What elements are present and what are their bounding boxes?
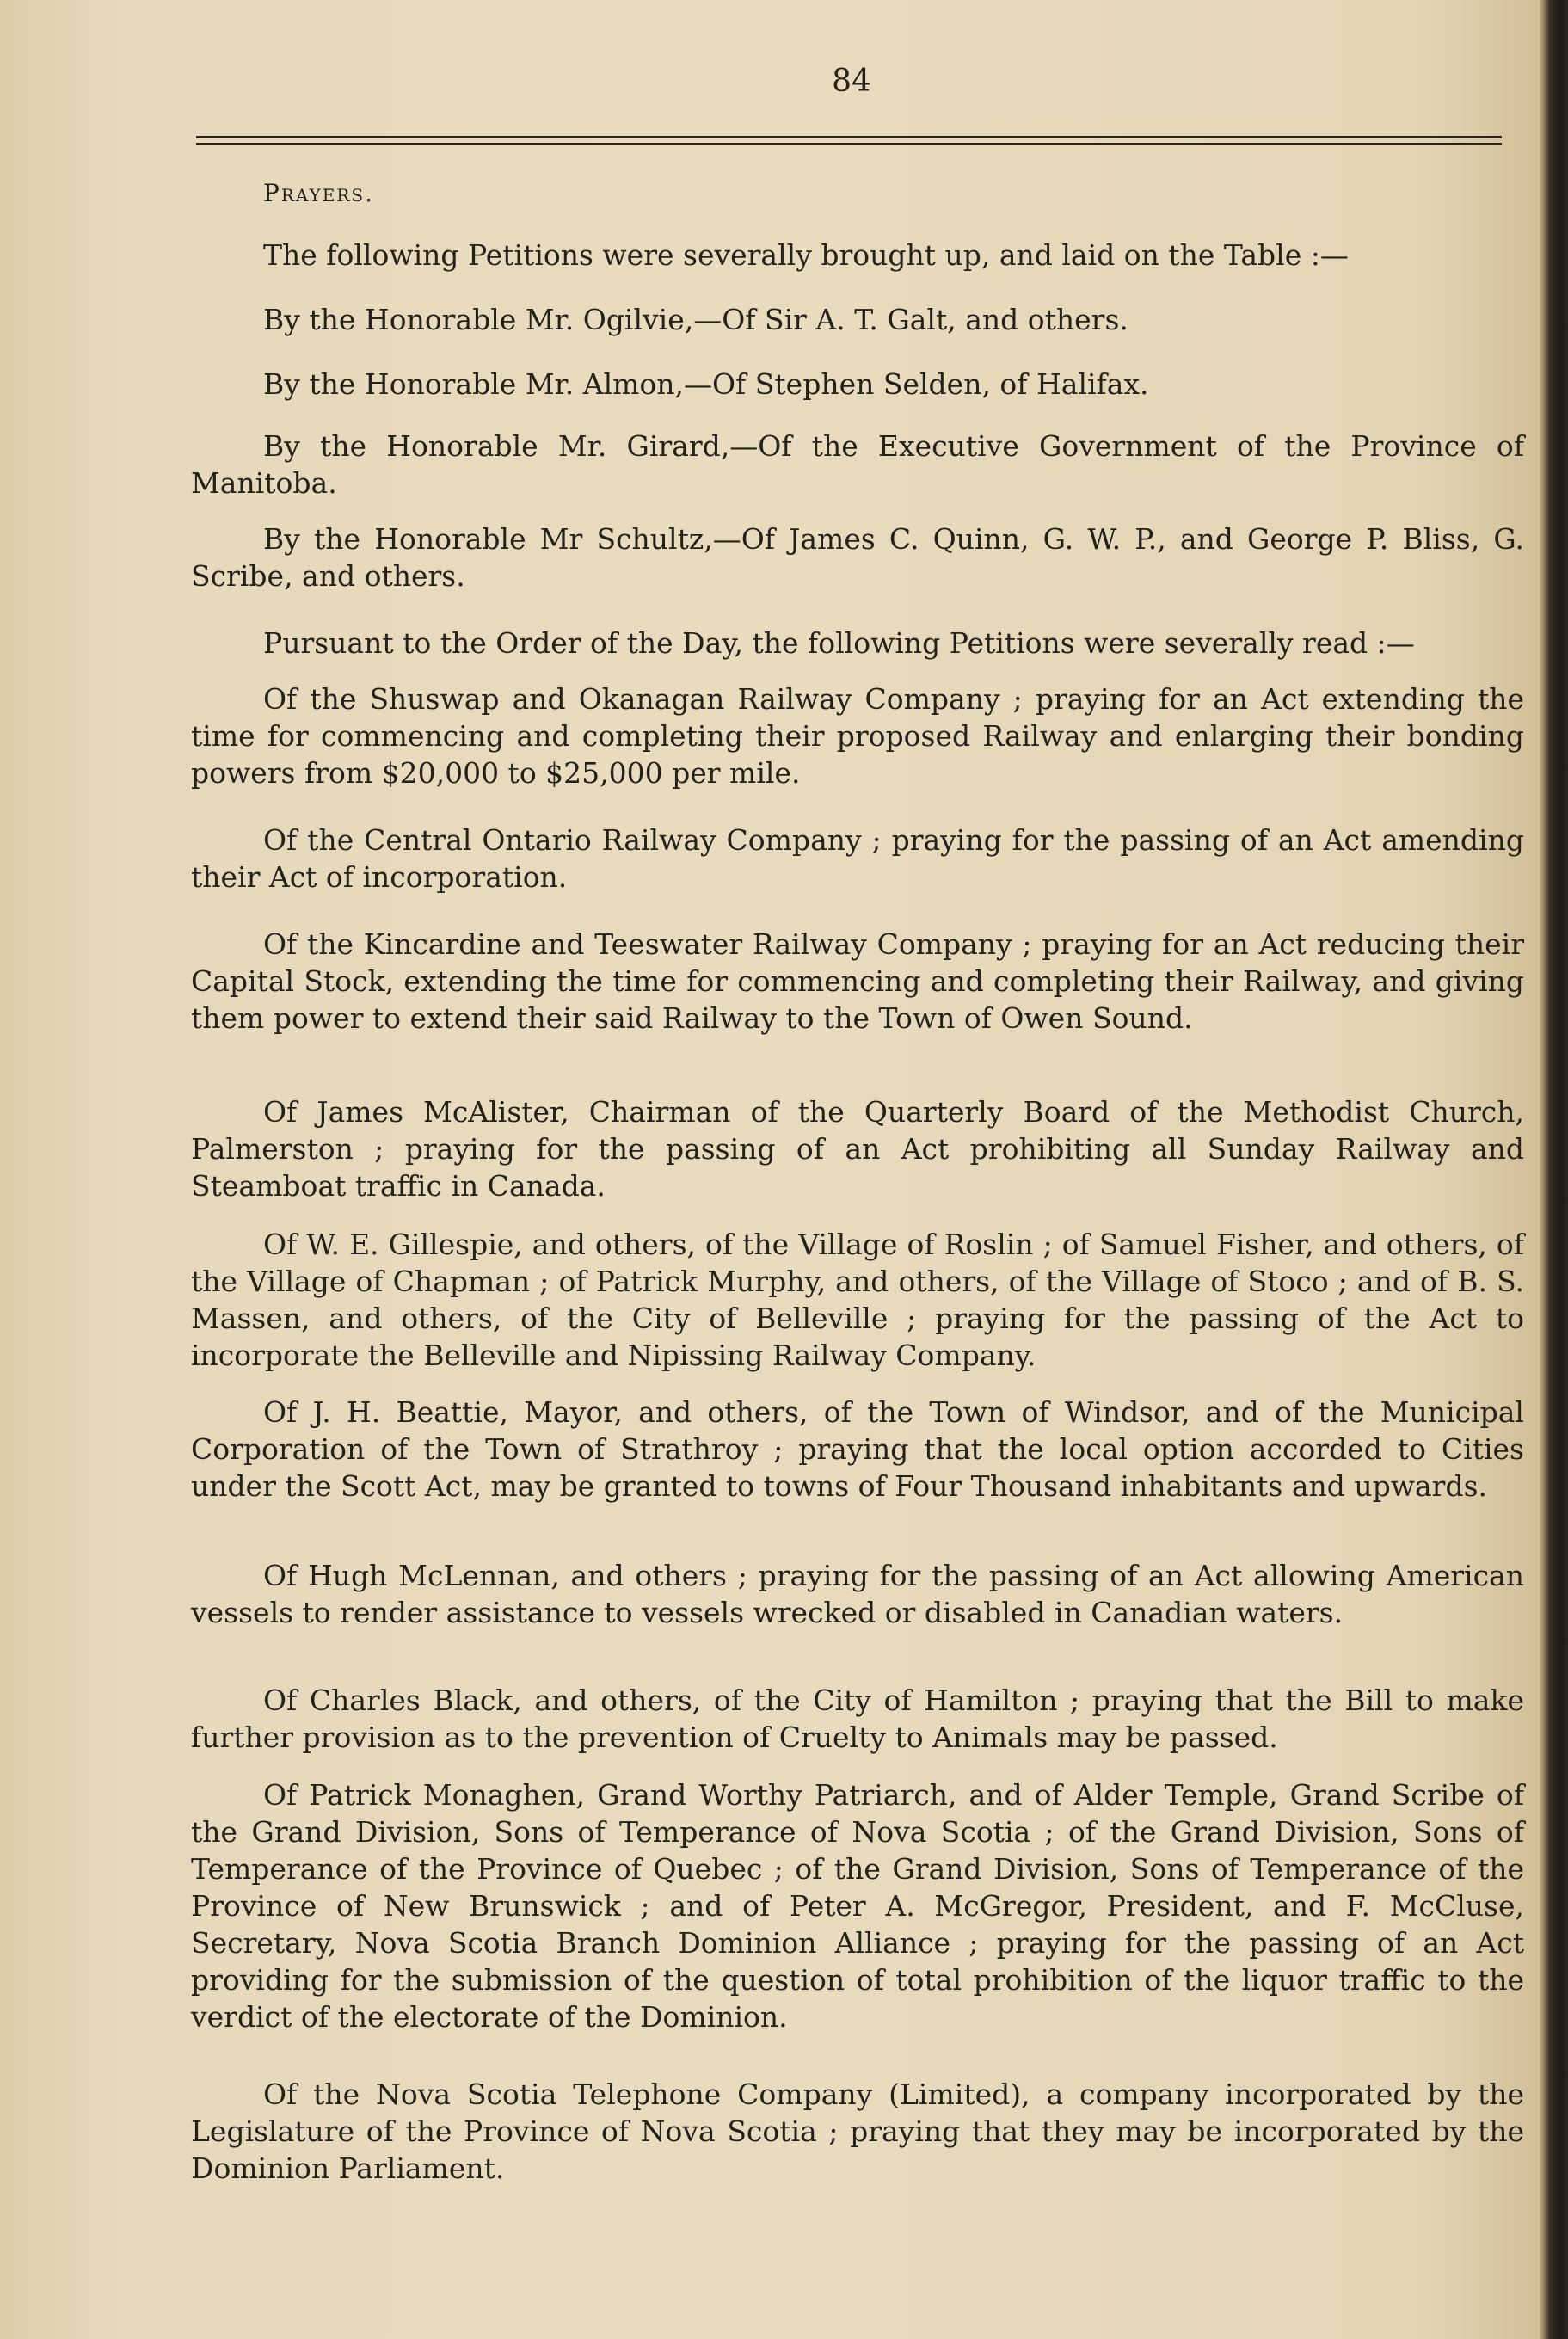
paragraph-ogilvie: By the Honorable Mr. Ogilvie,—Of Sir A. T. Galt, and others. [263,303,1128,336]
header-rule-top [196,136,1502,138]
page-number: 84 [832,64,871,99]
paragraph-nova-scotia-telephone: Of the Nova Scotia Telephone Company (Limited), a company incorporated by the Legislature of the Province of Nova Scotia ; praying that they may be incorporated by the Dominion Parliament. [191,2077,1524,2185]
section-heading: Prayers. [263,179,374,207]
book-binding-edge [1540,0,1568,2339]
paragraph-central-ontario: Of the Central Ontario Railway Company ; praying for the passing of an Act amending their Act of incorporation. [191,823,1524,894]
paragraph-black: Of Charles Black, and others, of the City of Hamilton ; praying that the Bill to make further provision as to the prevention of Cruelty to Animals may be passed. [191,1683,1524,1754]
paragraph-gillespie: Of W. E. Gillespie, and others, of the Village of Roslin ; of Samuel Fisher, and others, of the Village of Chapman ; of Patrick Murphy, and others, of the Village of Stoco ; and of B. S. Massen, and others, of the City of Belleville ; praying for the passing of the Act to incorporate the Belleville and Nipissing Railway Company. [191,1228,1524,1372]
paragraph-beattie: Of J. H. Beattie, Mayor, and others, of the Town of Windsor, and of the Municipal Corporation of the Town of Strathroy ; praying that the local option accorded to Cities under the Scott Act, may be granted to towns of Four Thousand inhabitants and upwards. [191,1395,1524,1503]
paragraph-petitions-brought-up: The following Petitions were severally brought up, and laid on the Table :— [263,238,1349,272]
paragraph-schultz: By the Honorable Mr Schultz,—Of James C. Quinn, G. W. P., and George P. Bliss, G. Scribe, and others. [191,522,1524,593]
paragraph-mclennan: Of Hugh McLennan, and others ; praying for the passing of an Act allowing American vessels to render assistance to vessels wrecked or disabled in Canadian waters. [191,1559,1524,1629]
paragraph-almon: By the Honorable Mr. Almon,—Of Stephen Selden, of Halifax. [263,367,1149,401]
paragraph-girard: By the Honorable Mr. Girard,—Of the Executive Government of the Province of Manitoba. [191,429,1524,500]
paragraph-shuswap: Of the Shuswap and Okanagan Railway Company ; praying for an Act extending the time for commencing and completing their proposed Railway and enlarging their bonding powers from $20,000 to $25,000 per mile. [191,682,1524,790]
header-rule-bottom [196,143,1502,145]
paragraph-monaghen: Of Patrick Monaghen, Grand Worthy Patriarch, and of Alder Temple, Grand Scribe of the Grand Division, Sons of Temperance of Nova Scotia ; of the Grand Division, Sons of Temperance of the Province of Quebec ; of the Grand Division, Sons of Temperance of the Province of New Brunswick ; and of Peter A. McGregor, President, and F. McCluse, Secretary, Nova Scotia Branch Dominion Alliance ; praying for the passing of an Act providing for the submission of the question of total prohibition of the liquor traffic to the verdict of the electorate of the Dominion. [191,1778,1524,2034]
paragraph-kincardine: Of the Kincardine and Teeswater Railway Company ; praying for an Act reducing their Capital Stock, extending the time for commencing and completing their Railway, and giving them power to extend their said Railway to the Town of Owen Sound. [191,927,1524,1035]
paragraph-mcalister: Of James McAlister, Chairman of the Quarterly Board of the Methodist Church, Palmerston ; praying for the passing of an Act prohibiting all Sunday Railway and Steamboat traffic in Canada. [191,1095,1524,1203]
paragraph-order-of-day: Pursuant to the Order of the Day, the following Petitions were severally read :— [263,626,1415,660]
